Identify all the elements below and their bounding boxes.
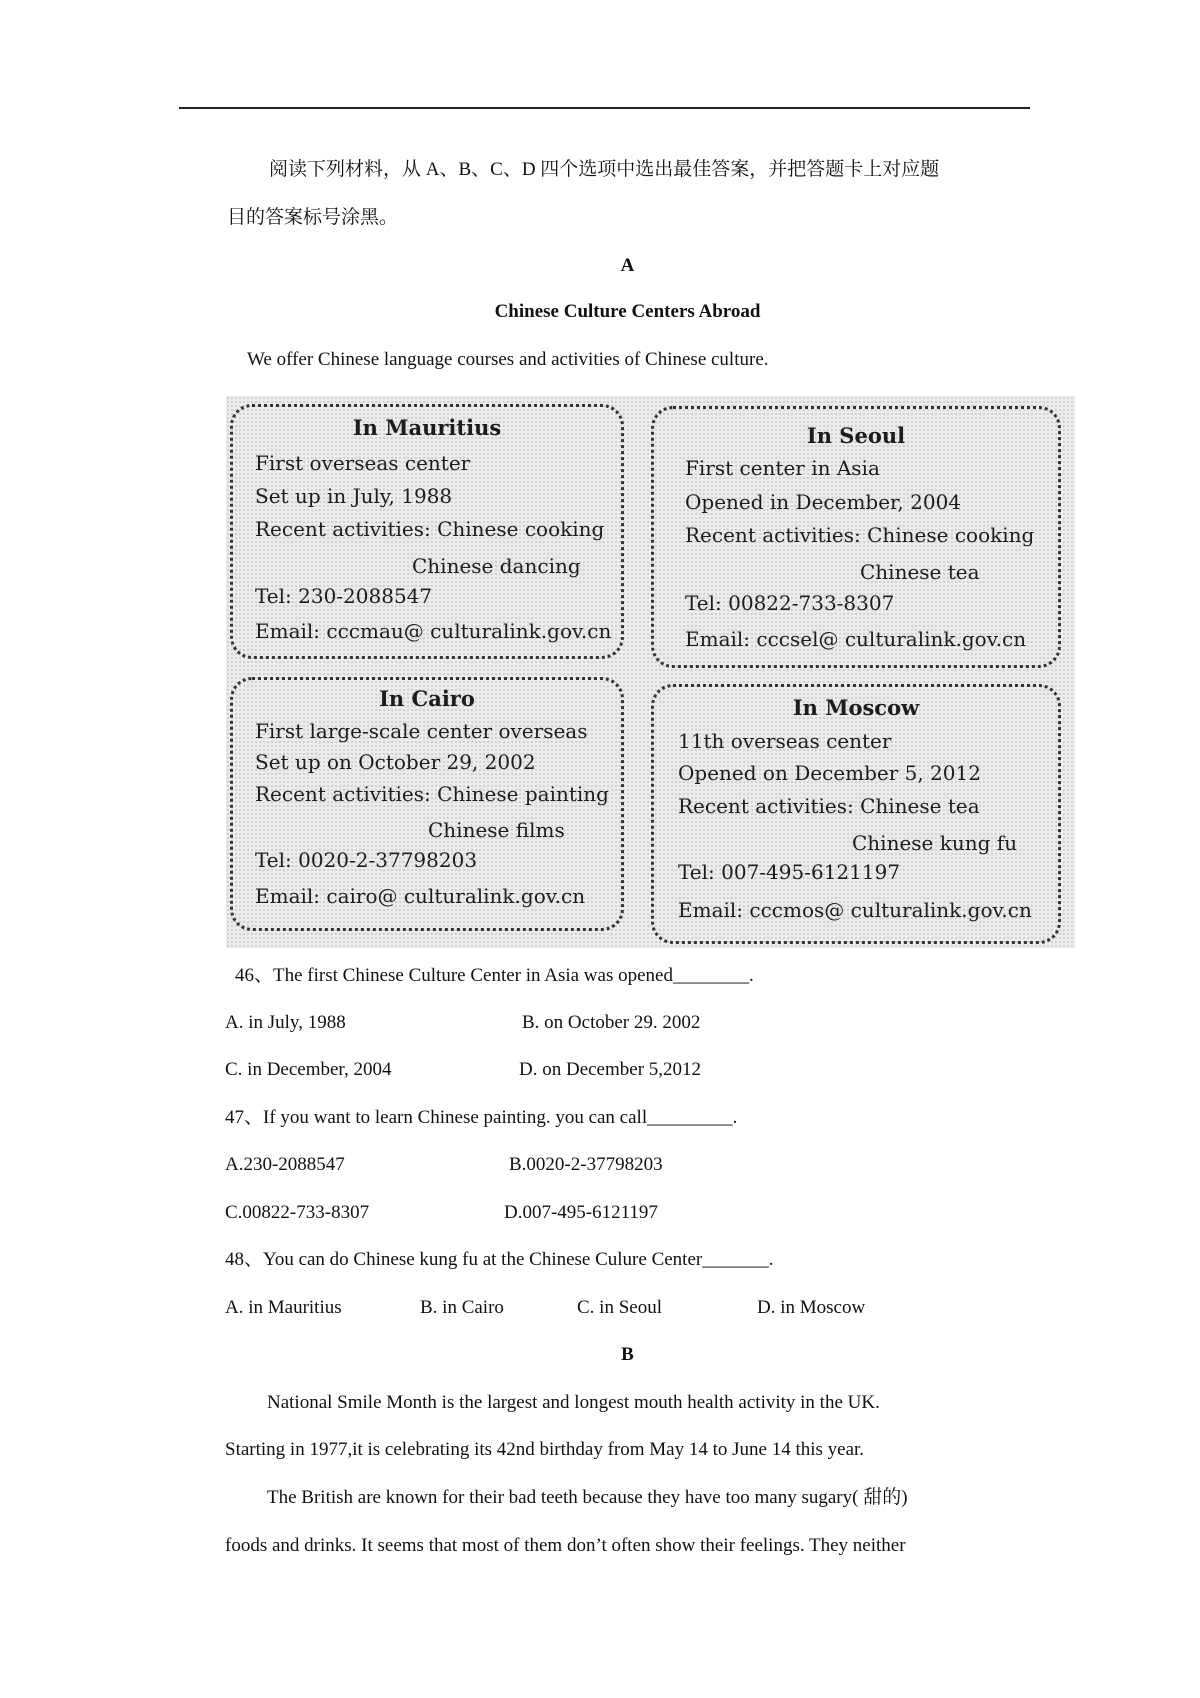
section-a-title: Chinese Culture Centers Abroad (494, 301, 761, 322)
card-line: Set up in July, 1988 (255, 484, 453, 508)
card-activity: Chinese tea (860, 560, 980, 584)
question-48-option-b: B. in Cairo (420, 1297, 504, 1318)
section-b-paragraph-1-line-2: Starting in 1977,it is celebrating its 42nd birthday from May 14 to June 14 this year. (225, 1439, 865, 1460)
card-cairo (230, 677, 624, 931)
card-line: First center in Asia (685, 456, 880, 480)
section-a-letter: A (620, 255, 635, 276)
card-line: Opened on December 5, 2012 (678, 761, 981, 785)
card-email: Email: cccsel@ culturalink.gov.cn (685, 627, 1027, 651)
card-line: Opened in December, 2004 (685, 490, 962, 514)
instruction-line-2: 目的答案标号涂黑。 (227, 207, 399, 228)
card-tel: Tel: 0020-2-37798203 (255, 848, 478, 872)
question-46-option-b: B. on October 29. 2002 (522, 1012, 701, 1033)
card-activities: Recent activities: Chinese tea (678, 794, 980, 818)
section-b-paragraph-1-line-1: National Smile Month is the largest and longest mouth health activity in the UK. (267, 1392, 880, 1413)
card-activities: Recent activities: Chinese painting (255, 782, 609, 806)
card-title: In Mauritius (352, 415, 502, 440)
question-47-option-b: B.0020-2-37798203 (509, 1154, 663, 1175)
card-line: 11th overseas center (678, 729, 892, 753)
question-46-stem: 46、The first Chinese Culture Center in Asia was opened________. (235, 965, 754, 986)
card-email: Email: cccmos@ culturalink.gov.cn (678, 898, 1032, 922)
section-b-paragraph-2-line-1: The British are known for their bad teeth because they have too many sugary( 甜的) (267, 1487, 908, 1508)
section-a-intro: We offer Chinese language courses and activities of Chinese culture. (247, 349, 769, 370)
card-activity: Chinese kung fu (852, 831, 1018, 855)
question-47-option-a: A.230-2088547 (225, 1154, 345, 1175)
card-tel: Tel: 230-2088547 (255, 584, 433, 608)
question-47-stem: 47、If you want to learn Chinese painting. you can call_________. (225, 1107, 738, 1128)
question-48-option-d: D. in Moscow (757, 1297, 866, 1318)
card-seoul (651, 406, 1061, 668)
question-48-option-c: C. in Seoul (577, 1297, 662, 1318)
card-title: In Seoul (806, 423, 906, 448)
card-line: Set up on October 29, 2002 (255, 750, 536, 774)
section-b-letter: B (621, 1344, 634, 1365)
question-48-stem: 48、You can do Chinese kung fu at the Chinese Culure Center_______. (225, 1249, 774, 1270)
card-activities: Recent activities: Chinese cooking (685, 523, 1035, 547)
card-line: First overseas center (255, 451, 471, 475)
culture-centers-image (226, 396, 1075, 948)
question-46-option-a: A. in July, 1988 (225, 1012, 346, 1033)
question-46-option-d: D. on December 5,2012 (519, 1059, 702, 1080)
card-mauritius (230, 404, 624, 659)
header-rule (179, 107, 1030, 109)
instruction-line-1: 阅读下列材料，从 A、B、C、D 四个选项中选出最佳答案，并把答题卡上对应题 (269, 159, 940, 180)
section-b-paragraph-2-line-2: foods and drinks. It seems that most of them don’t often show their feelings. They neither (225, 1535, 906, 1556)
question-48-option-a: A. in Mauritius (225, 1297, 342, 1318)
card-line: First large-scale center overseas (255, 719, 588, 743)
card-tel: Tel: 007-495-6121197 (678, 860, 901, 884)
card-activity: Chinese films (428, 818, 565, 842)
card-activities: Recent activities: Chinese cooking (255, 517, 605, 541)
question-46-option-c: C. in December, 2004 (225, 1059, 392, 1080)
question-47-option-d: D.007-495-6121197 (504, 1202, 658, 1223)
card-email: Email: cairo@ culturalink.gov.cn (255, 884, 586, 908)
card-activity: Chinese dancing (412, 554, 581, 578)
card-title: In Moscow (792, 695, 920, 720)
card-tel: Tel: 00822-733-8307 (685, 591, 895, 615)
card-moscow (651, 684, 1061, 944)
card-email: Email: cccmau@ culturalink.gov.cn (255, 619, 612, 643)
question-47-option-c: C.00822-733-8307 (225, 1202, 370, 1223)
card-title: In Cairo (379, 686, 475, 711)
